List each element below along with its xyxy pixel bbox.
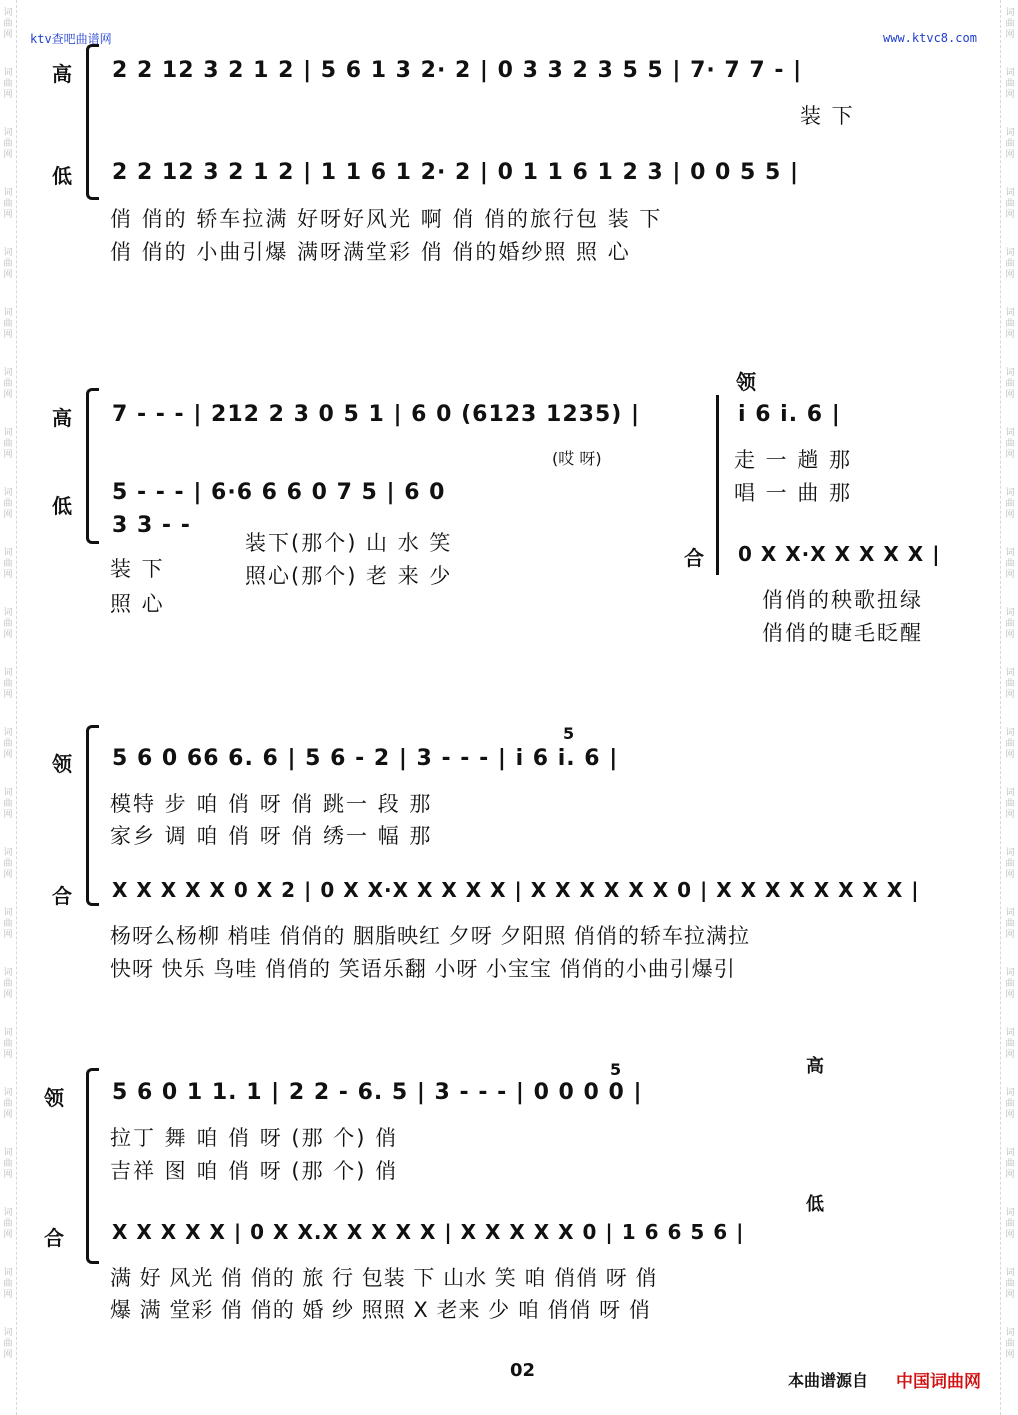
s1-lyric-verse1: 俏 俏的 轿车拉满 好呀好风光 啊 俏 俏的旅行包 装 下 (110, 207, 663, 231)
margin-watermark: 词曲网 (1005, 8, 1015, 40)
margin-watermark: 词曲网 (1005, 488, 1015, 520)
s3-chorus-rhythm: X X X X X 0 X 2 | 0 X X·X X X X X | X X X X X X 0 | X X X X X X X X | (112, 878, 920, 902)
watermark-left: ktv查吧曲谱网 (30, 32, 112, 46)
margin-watermark: 词曲网 (1005, 368, 1015, 400)
margin-watermark: 词曲网 (3, 1328, 13, 1360)
margin-watermark: 词曲网 (1005, 248, 1015, 280)
s4-low-mark: 低 (806, 1194, 824, 1215)
s2-aiya-lyric: (哎 呀) (552, 449, 602, 468)
margin-watermark: 词曲网 (3, 128, 13, 160)
s2-left-lyric-verse1: 装 下 (110, 557, 165, 581)
margin-watermark: 词曲网 (3, 188, 13, 220)
margin-watermark: 词曲网 (1005, 668, 1015, 700)
margin-watermark: 词曲网 (3, 848, 13, 880)
s1-high-lyric: 装 下 (800, 104, 855, 128)
s4-chorus-label: 合 (44, 1226, 64, 1250)
s2-low-lyric-verse1: 装下(那个) 山 水 笑 (245, 531, 453, 555)
s2-low-lyric-verse2: 照心(那个) 老 来 少 (245, 564, 453, 588)
margin-watermark: 词曲网 (3, 8, 13, 40)
margin-watermark: 词曲网 (3, 68, 13, 100)
s4-lead-lyric-verse2: 吉祥 图 咱 俏 呀 (那 个) 俏 (110, 1159, 399, 1183)
watermark-right: www.ktvc8.com (883, 31, 977, 45)
margin-watermark: 词曲网 (3, 968, 13, 1000)
s2-lead-lyric-verse2: 唱 一 曲 那 (734, 481, 853, 505)
margin-watermark: 词曲网 (3, 428, 13, 460)
margin-watermark: 词曲网 (1005, 608, 1015, 640)
margin-watermark: 词曲网 (3, 1148, 13, 1180)
system1-bracket (86, 44, 99, 200)
s1-high-label: 高 (52, 62, 72, 86)
margin-watermark: 词曲网 (1005, 1328, 1015, 1360)
s3-lead-label: 领 (52, 752, 72, 776)
page-number: 02 (510, 1360, 536, 1381)
s2-chorus-label: 合 (684, 546, 704, 570)
s3-lead-lyric-verse1: 模特 步 咱 俏 呀 俏 跳一 段 那 (110, 792, 433, 816)
margin-watermark: 词曲网 (1005, 968, 1015, 1000)
system4-bracket (86, 1068, 99, 1264)
margin-watermark: 词曲网 (1005, 788, 1015, 820)
margin-watermark: 词曲网 (1005, 68, 1015, 100)
margin-watermark: 词曲网 (1005, 1208, 1015, 1240)
system3-bracket (86, 725, 99, 906)
margin-watermark: 词曲网 (1005, 848, 1015, 880)
s2-chorus-rhythm: 0 X X·X X X X X | (738, 542, 941, 566)
s1-low-label: 低 (52, 164, 72, 188)
s2-chorus-lyric-verse1: 俏俏的秧歌扭绿 (762, 588, 923, 612)
s2-high-notes: 7 - - - | 212 2 3 0 5 1 | 6 0 (6123 1235) | (112, 402, 640, 427)
margin-watermark: 词曲网 (3, 1028, 13, 1060)
s2-lead-lyric-verse1: 走 一 趟 那 (734, 448, 853, 472)
margin-watermark: 词曲网 (1005, 1268, 1015, 1300)
margin-watermark: 词曲网 (3, 1268, 13, 1300)
source-label: 本曲谱源自 (788, 1371, 869, 1390)
margin-watermark: 词曲网 (1005, 428, 1015, 460)
s3-lead-notes: 5 6 0 66 6. 6 | 5 6 - 2 | 3 - - - | i 6 i. 6 | (112, 746, 619, 771)
s4-lead-lyric-verse1: 拉丁 舞 咱 俏 呀 (那 个) 俏 (110, 1126, 399, 1150)
s3-grace-note: 5 (563, 724, 575, 743)
margin-watermark: 词曲网 (3, 1088, 13, 1120)
margin-watermark: 词曲网 (3, 488, 13, 520)
s3-chorus-label: 合 (52, 884, 72, 908)
s1-low-notes: 2 2 12 3 2 1 2 | 1 1 6 1 2· 2 | 0 1 1 6 1 2 3 | 0 0 5 5 | (112, 160, 799, 185)
margin-watermark: 词曲网 (1005, 548, 1015, 580)
s2-section-barline (716, 395, 719, 575)
s2-left-lyric-verse2: 照 心 (110, 592, 165, 616)
s2-low-label: 低 (52, 494, 72, 518)
margin-watermark: 词曲网 (1005, 728, 1015, 760)
system2-bracket (86, 388, 99, 544)
margin-watermark: 词曲网 (1005, 1028, 1015, 1060)
margin-watermark: 词曲网 (3, 248, 13, 280)
s4-chorus-rhythm: X X X X X | 0 X X.X X X X X | X X X X X 0 | 1 6 6 5 6 | (112, 1220, 745, 1244)
s2-high-label: 高 (52, 406, 72, 430)
s2-low-notes-lower: 3 3 - - (112, 513, 191, 538)
s4-lead-label: 领 (44, 1086, 64, 1110)
source-site: 中国词曲网 (896, 1372, 981, 1392)
margin-watermark: 词曲网 (3, 308, 13, 340)
s3-lead-lyric-verse2: 家乡 调 咱 俏 呀 俏 绣一 幅 那 (110, 824, 433, 848)
margin-watermark: 词曲网 (1005, 308, 1015, 340)
margin-watermark: 词曲网 (3, 548, 13, 580)
s3-chorus-lyric-verse2: 快呀 快乐 鸟哇 俏俏的 笑语乐翻 小呀 小宝宝 俏俏的小曲引爆引 (110, 957, 736, 981)
margin-watermark: 词曲网 (3, 668, 13, 700)
s2-chorus-lyric-verse2: 俏俏的睫毛眨醒 (762, 621, 923, 645)
s4-chorus-lyric-verse1: 满 好 风光 俏 俏的 旅 行 包装 下 山水 笑 咱 俏俏 呀 俏 (110, 1266, 658, 1290)
margin-watermark: 词曲网 (3, 908, 13, 940)
s1-lyric-verse2: 俏 俏的 小曲引爆 满呀满堂彩 俏 俏的婚纱照 照 心 (110, 240, 631, 264)
margin-watermark: 词曲网 (1005, 128, 1015, 160)
s2-low-notes-upper: 5 - - - | 6·6 6 6 0 7 5 | 6 0 (112, 480, 446, 505)
margin-watermark: 词曲网 (1005, 1088, 1015, 1120)
s4-lead-notes: 5 6 0 1 1. 1 | 2 2 - 6. 5 | 3 - - - | 0 0 0 0 | (112, 1080, 643, 1105)
s1-high-notes: 2 2 12 3 2 1 2 | 5 6 1 3 2· 2 | 0 3 3 2 3 5 5 | 7· 7 7 - | (112, 58, 803, 83)
s4-high-mark: 高 (806, 1056, 824, 1077)
s2-lead-label: 领 (736, 370, 756, 394)
margin-watermark: 词曲网 (3, 728, 13, 760)
margin-watermark: 词曲网 (3, 1208, 13, 1240)
margin-watermark: 词曲网 (3, 608, 13, 640)
margin-watermark: 词曲网 (1005, 188, 1015, 220)
margin-watermark: 词曲网 (1005, 908, 1015, 940)
s3-chorus-lyric-verse1: 杨呀么杨柳 梢哇 俏俏的 胭脂映红 夕呀 夕阳照 俏俏的轿车拉满拉 (110, 924, 751, 948)
s4-grace-note: 5 (610, 1060, 622, 1079)
s4-chorus-lyric-verse2: 爆 满 堂彩 俏 俏的 婚 纱 照照 X 老来 少 咱 俏俏 呀 俏 (110, 1298, 651, 1322)
margin-watermark: 词曲网 (3, 368, 13, 400)
margin-watermark: 词曲网 (1005, 1148, 1015, 1180)
margin-watermark: 词曲网 (3, 788, 13, 820)
s2-lead-notes: i 6 i. 6 | (738, 402, 841, 427)
